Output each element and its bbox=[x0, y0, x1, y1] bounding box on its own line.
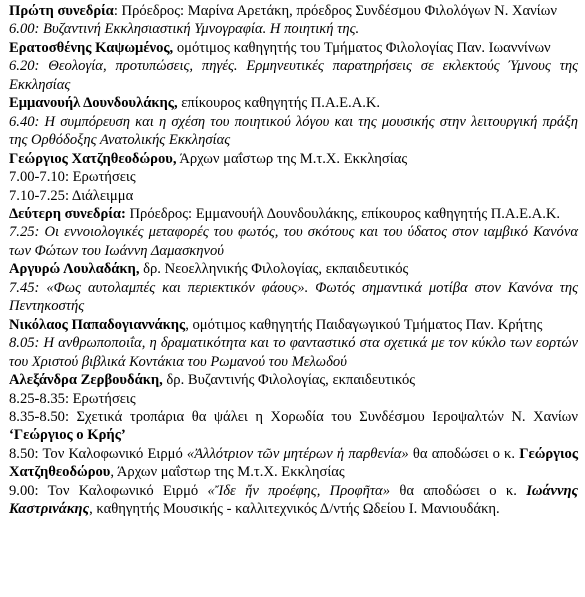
program-paragraph bbox=[9, 223, 578, 260]
text-run: : Πρόεδρος: Μαρίνα Αρετάκη, πρόεδρος Συνδέσμου Φιλολόγων Ν. Χανίων bbox=[113, 3, 557, 19]
text-run: 8.25-8.35: Ερωτήσεις bbox=[9, 390, 136, 407]
italic-text-run: «Ἴδε ἤν προέφης, Προφῆτα» bbox=[207, 482, 391, 499]
program-paragraph bbox=[9, 20, 578, 38]
bold-text-run: ‘Γεώργιος ο Κρής’ bbox=[9, 427, 126, 444]
bold-text-run: Νικόλαος Παπαδογιαννάκης bbox=[9, 316, 186, 333]
program-paragraph bbox=[9, 316, 578, 334]
program-paragraph bbox=[9, 445, 578, 482]
text-run: 8.35-8.50: Σχετικά τροπάρια θα ψάλει η Χορωδία του Συνδέσμου Ιεροψαλτών Ν. Χανίων bbox=[9, 408, 578, 425]
program-paragraph bbox=[9, 187, 578, 205]
italic-text-run: 6.20: Θεολογία, προτυπώσεις, πηγές. Ερμηνευτικές παρατηρήσεις σε εκλεκτούς Ύμνους της Εκκλησίας bbox=[9, 58, 578, 93]
program-paragraph bbox=[9, 113, 578, 150]
program-paragraph bbox=[9, 390, 578, 408]
text-run: θα αποδώσει ο κ. bbox=[390, 482, 527, 499]
program-paragraph bbox=[9, 482, 578, 519]
bold-text-run: Ερατοσθένης Καψωμένος, bbox=[9, 39, 174, 56]
text-run: θα αποδώσει ο κ. bbox=[408, 445, 520, 462]
program-paragraph bbox=[9, 94, 578, 112]
program-paragraph bbox=[9, 2, 578, 20]
program-paragraph bbox=[9, 371, 578, 389]
italic-text-run: 7.25: Οι εννοιολογικές μεταφορές του φωτός, του σκότους και του ύδατος στον ιαμβικό Κανόνα των Φώτων του Ιωάννη Δαμασκηνού bbox=[9, 224, 578, 259]
text-run: 7.10-7.25: Διάλειμμα bbox=[9, 187, 134, 204]
text-run: 9.00: Τον Καλοφωνικό Ειρμό bbox=[9, 482, 208, 499]
italic-text-run: 6.40: Η συμπόρευση και η σχέση του ποιητικού λόγου και της μουσικής στην λειτουργική πράξη της Ορθόδοξης Ανατολικής Εκκλησίας bbox=[9, 113, 578, 149]
bold-text-run: Γεώργιος Χατζηθεοδώρου bbox=[9, 445, 578, 481]
program-paragraph bbox=[9, 57, 578, 94]
text-run: επίκουρος καθηγητής Π.Α.Ε.Α.Κ. bbox=[177, 95, 381, 112]
text-run: ομότιμος καθηγητής του Τμήματος Φιλολογίας Παν. Ιωαννίνων bbox=[173, 39, 551, 56]
italic-text-run: 8.05: Η ανθρωποποιΐα, η δραματικότητα και το φανταστικό στα σχετικά με τον κύκλο των εορτών του Χριστού βιβλικά Κοντάκια του Ρωμανού του Μελωδού bbox=[9, 335, 578, 370]
italic-text-run: 6.00: Βυζαντινή Εκκλησιαστική Υμνογραφία. Η ποιητική της. bbox=[9, 21, 360, 38]
text-run: 8.50: Τον Καλοφωνικό Ειρμό bbox=[9, 445, 187, 462]
program-paragraph bbox=[9, 334, 578, 371]
bold-text-run: Γεώργιος Χατζηθεοδώρου, bbox=[9, 150, 177, 167]
text-run: , καθηγητής Μουσικής - καλλιτεχνικός Δ/ντής Ωδείου Ι. Μανιουδάκη. bbox=[89, 501, 500, 518]
italic-text-run: 7.45: «Φως αυτολαμπές και περιεκτικόν φάους». Φωτός σημαντικά μοτίβα στον Κανόνα της Πεντηκοστής bbox=[9, 279, 578, 315]
text-run: Πρόεδρος: Εμμανουήλ Δουνδουλάκης, επίκουρος καθηγητής Π.Α.Ε.Α.Κ. bbox=[125, 205, 561, 222]
text-run: δρ. Βυζαντινής Φιλολογίας, εκπαιδευτικός bbox=[162, 372, 416, 389]
program-paragraph bbox=[9, 260, 578, 278]
text-run: Άρχων μαΐστωρ της Μ.τ.Χ. Εκκλησίας bbox=[176, 150, 408, 167]
text-run: δρ. Νεοελληνικής Φιλολογίας, εκπαιδευτικός bbox=[139, 261, 409, 278]
bold-text-run: Αργυρώ Λουλαδάκη, bbox=[9, 261, 140, 278]
italic-text-run: «Ἀλλότριον τῶν μητέρων ἡ παρθενία» bbox=[186, 445, 409, 462]
bold-text-run: Δεύτερη συνεδρία: bbox=[9, 205, 126, 222]
text-run: , Άρχων μαΐστωρ της Μ.τ.Χ. Εκκλησίας bbox=[110, 464, 345, 481]
bold-text-run: Εμμανουήλ Δουνδουλάκης, bbox=[9, 95, 178, 112]
program-paragraph bbox=[9, 39, 578, 57]
text-run: 7.00-7.10: Ερωτήσεις bbox=[9, 169, 136, 186]
text-run: , ομότιμος καθηγητής Παιδαγωγικού Τμήματος Παν. Κρήτης bbox=[185, 316, 543, 333]
program-paragraph bbox=[9, 408, 578, 445]
bold-text-run: Αλεξάνδρα Ζερβουδάκη, bbox=[9, 372, 163, 389]
program-paragraph bbox=[9, 150, 578, 168]
program-paragraph bbox=[9, 205, 578, 223]
bold-text-run: Ιωάννης Καστρινάκης bbox=[9, 482, 578, 518]
bold-text-run: Πρώτη συνεδρία bbox=[9, 3, 114, 19]
program-paragraph bbox=[9, 168, 578, 186]
program-paragraph bbox=[9, 279, 578, 316]
